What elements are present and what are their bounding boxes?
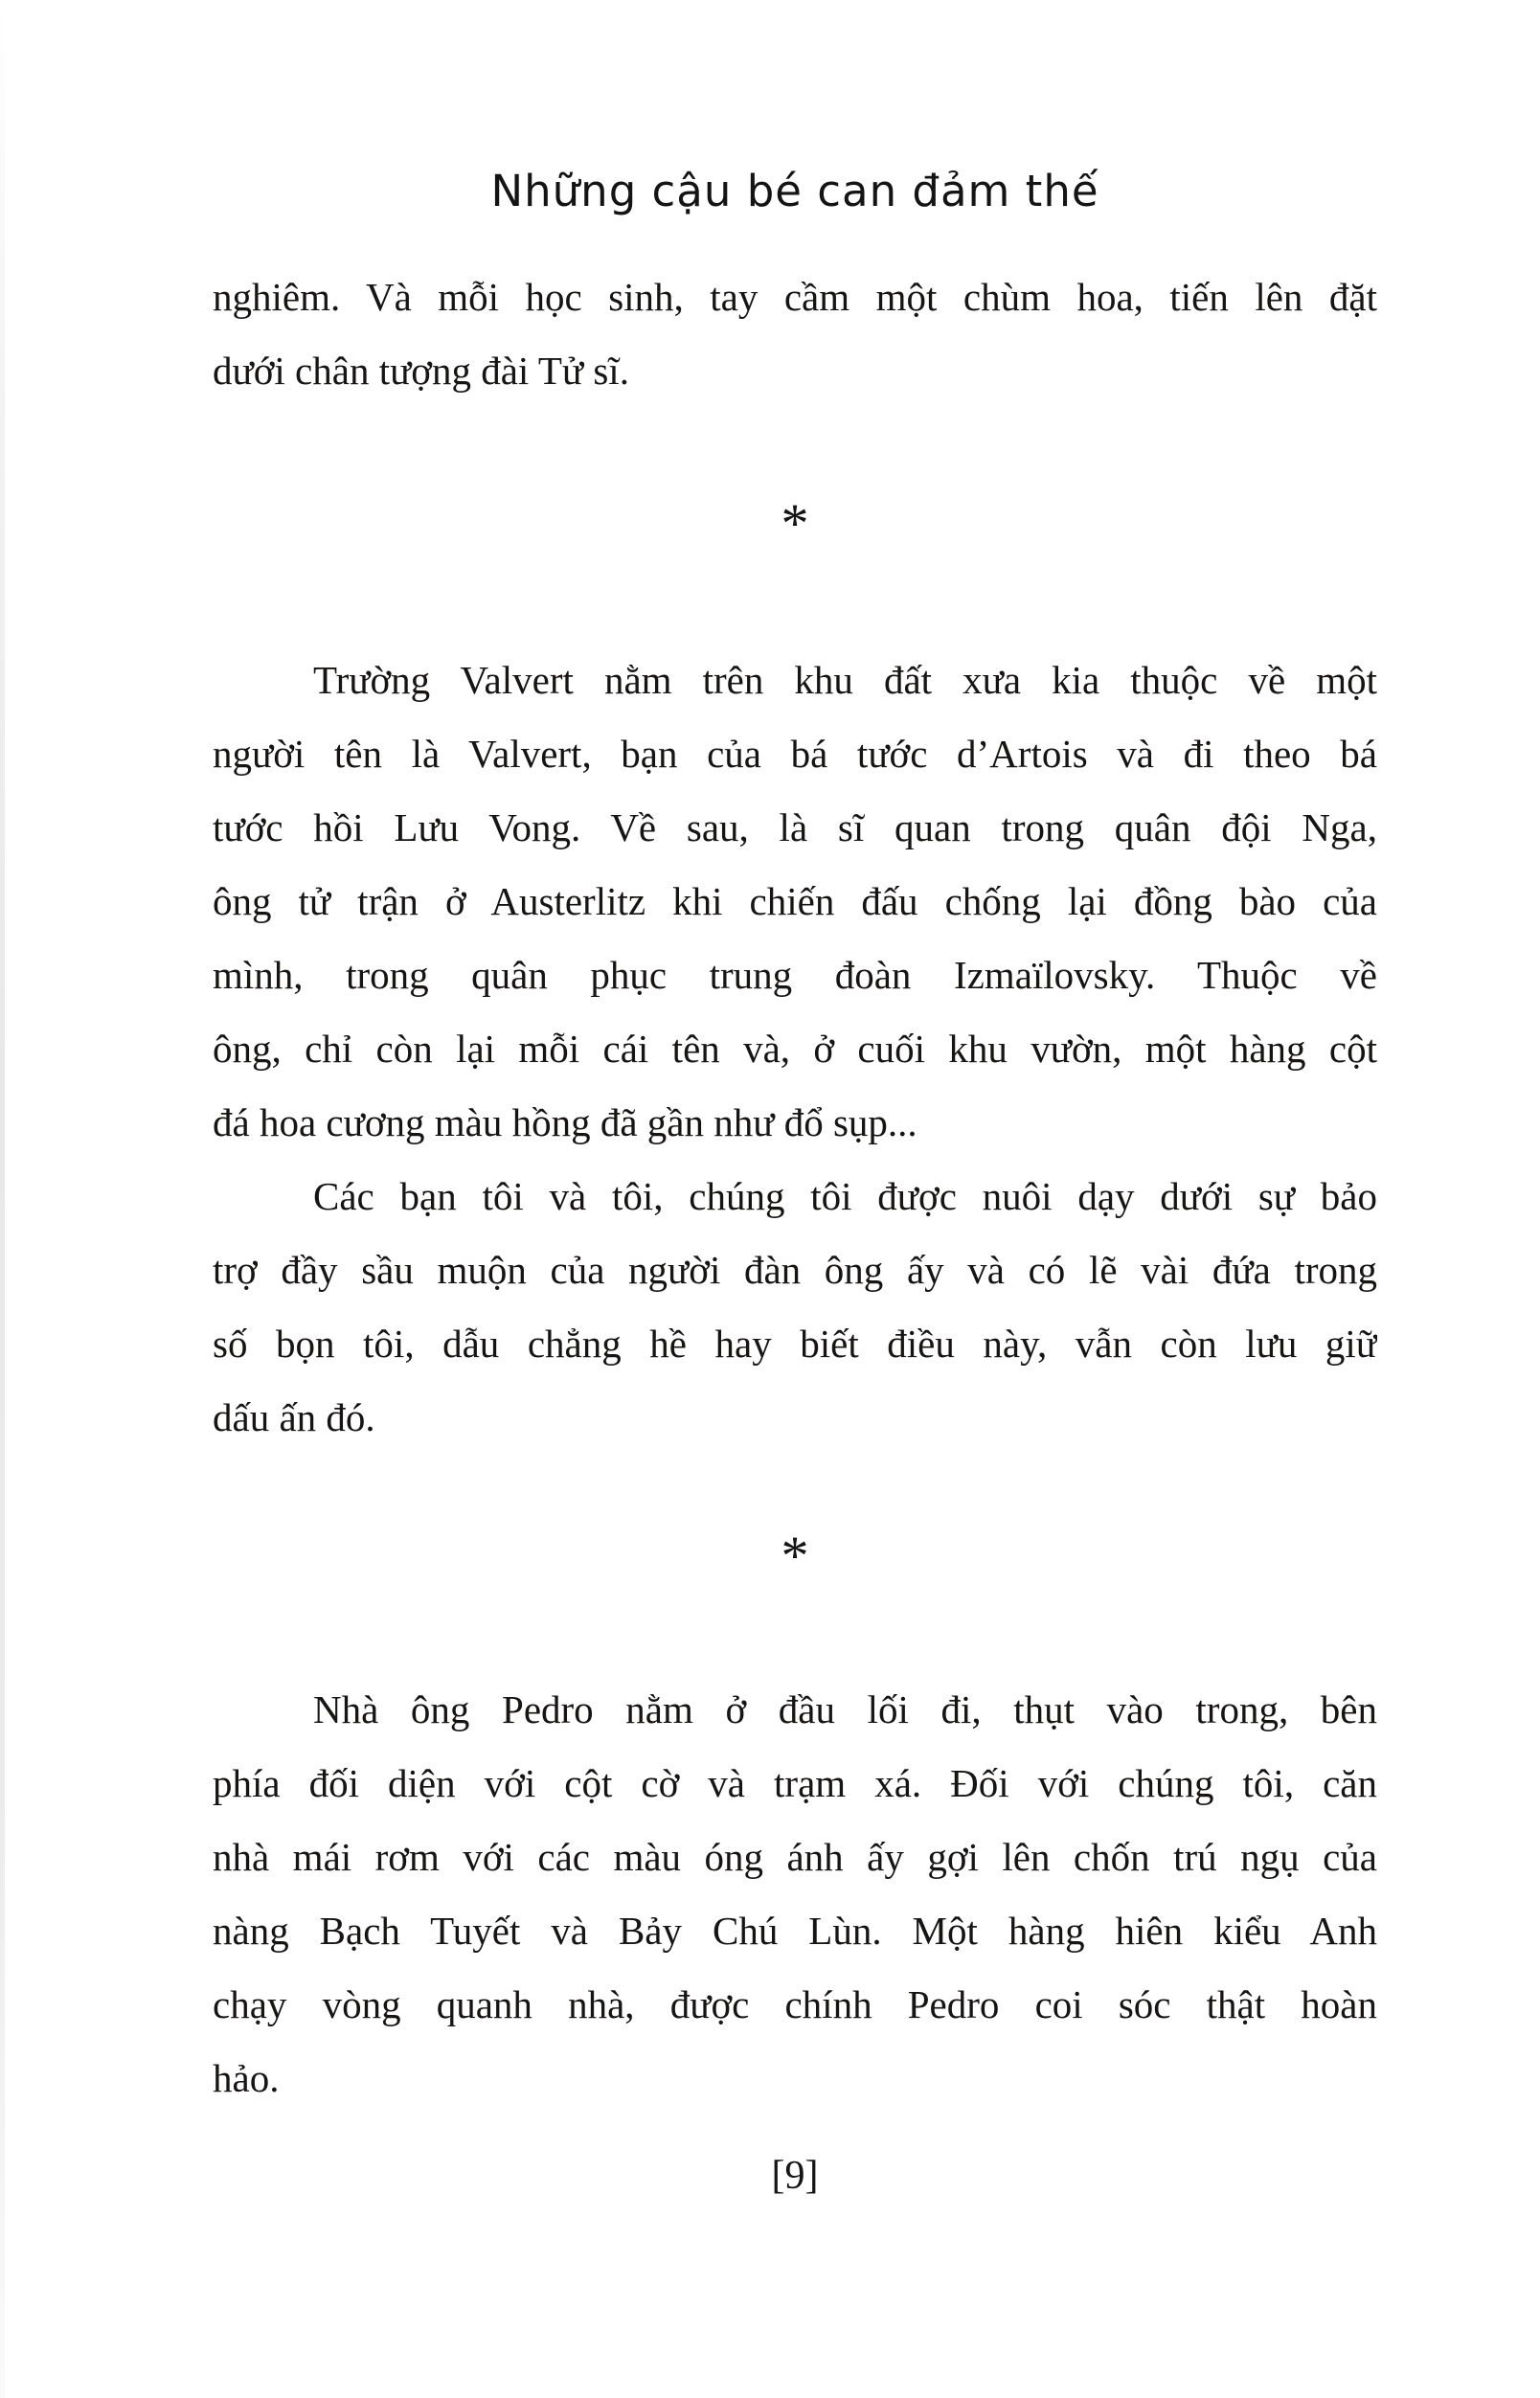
text-line: số bọn tôi, dẫu chẳng hề hay biết điều này, vẫn còn lưu giữ xyxy=(213,1322,1377,1366)
text-line: Trường Valvert nằm trên khu đất xưa kia thuộc về một xyxy=(313,658,1377,702)
body-paragraph xyxy=(213,1673,1377,2115)
body-paragraph xyxy=(213,260,1377,408)
section-separator: * xyxy=(781,1525,809,1587)
text-line: chạy vòng quanh nhà, được chính Pedro coi sóc thật hoàn xyxy=(213,1982,1377,2026)
text-line: Nhà ông Pedro nằm ở đầu lối đi, thụt vào trong, bên xyxy=(313,1687,1377,1731)
text-line: phía đối diện với cột cờ và trạm xá. Đối với chúng tôi, căn xyxy=(213,1761,1377,1805)
text-line: nàng Bạch Tuyết và Bảy Chú Lùn. Một hàng hiên kiểu Anh xyxy=(213,1909,1377,1953)
spine-shadow xyxy=(0,0,5,2398)
text-line: ông tử trận ở Austerlitz khi chiến đấu chống lại đồng bào của xyxy=(213,879,1377,923)
text-line: dưới chân tượng đài Tử sĩ. xyxy=(213,349,629,393)
text-line: dấu ấn đó. xyxy=(213,1395,375,1439)
text-line: nhà mái rơm với các màu óng ánh ấy gợi lên chốn trú ngụ của xyxy=(213,1835,1377,1879)
text-line: mình, trong quân phục trung đoàn Izmaïlovsky. Thuộc về xyxy=(213,953,1377,997)
text-line: ông, chỉ còn lại mỗi cái tên và, ở cuối khu vườn, một hàng cột xyxy=(213,1027,1377,1071)
text-line: trợ đầy sầu muộn của người đàn ông ấy và có lẽ vài đứa trong xyxy=(213,1248,1377,1292)
text-line: đá hoa cương màu hồng đã gần như đổ sụp... xyxy=(213,1100,917,1144)
text-line: người tên là Valvert, bạn của bá tước d’Artois và đi theo bá xyxy=(213,732,1377,776)
text-line: Các bạn tôi và tôi, chúng tôi được nuôi dạy dưới sự bảo xyxy=(313,1174,1377,1218)
text-line: tước hồi Lưu Vong. Về sau, là sĩ quan trong quân đội Nga, xyxy=(213,805,1377,849)
section-separator: * xyxy=(781,492,809,554)
running-header: Những cậu bé can đảm thế xyxy=(490,166,1099,216)
page-number: [9] xyxy=(771,2154,819,2198)
body-paragraph xyxy=(213,644,1377,1455)
text-line: hảo. xyxy=(213,2056,280,2100)
text-line: nghiêm. Và mỗi học sinh, tay cầm một chùm hoa, tiến lên đặt xyxy=(213,275,1377,319)
